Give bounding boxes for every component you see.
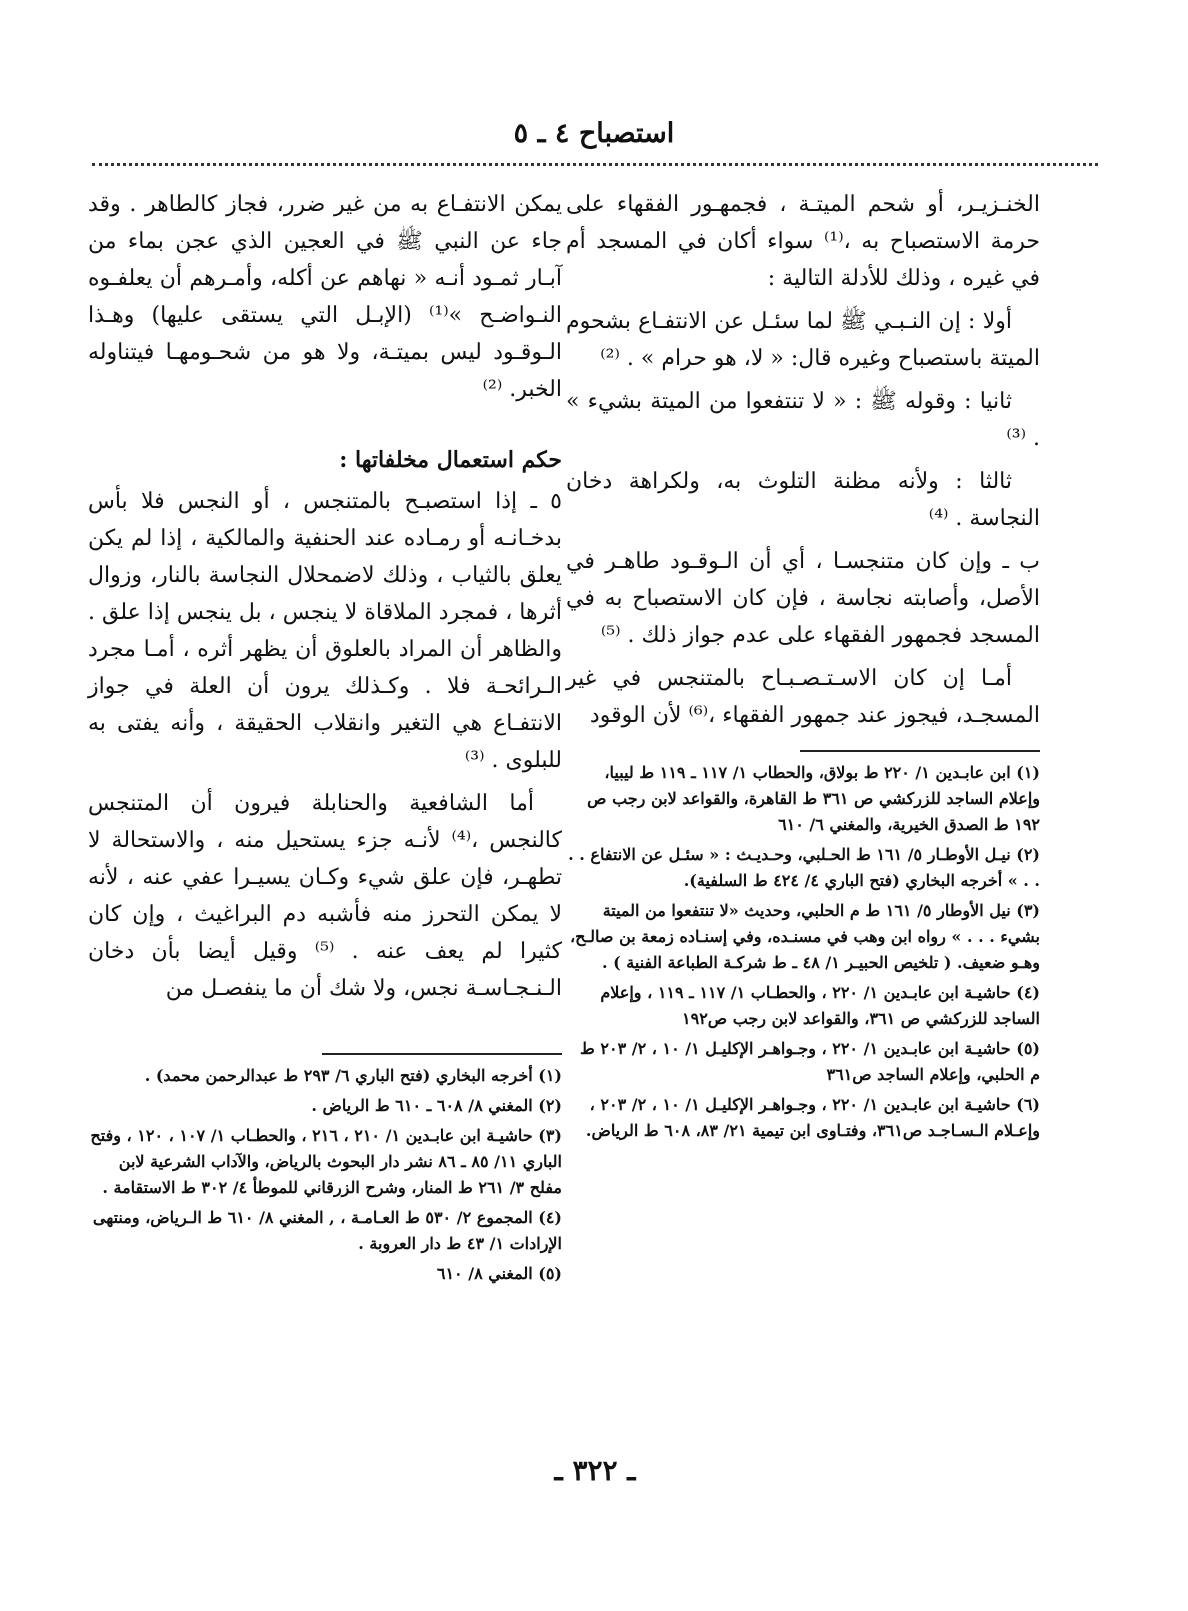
footnote-item: (٤) المجموع ٢/ ٥٣٠ ط العـامـة ، , المغني ٨/ ٦١٠ ط الـرياض، ومنتهى الإرادات ١/ ٤٣ ط دار العروبة . — [92, 1208, 562, 1253]
footnote-item: (١) أخرجه البخاري (فتح الباري ٦/ ٢٩٣ ط عبدالرحمن محمد) . — [144, 1066, 562, 1085]
body-paragraph: أما الشافعية والحنابلة فيرون أن المتنجس كالنجس ،⁽⁴⁾ لأنـه جزء يستحيل منه ، والاستحالة لا تطهـر، فإن علق شيء وكـان يسيـرا عفي عنه ، لأنه لا يمكن التحرز منه فأشبه دم البراغيث ، وإن كان كثيرا لم يعف عنه . ⁽⁵⁾ وقيل أيضا بأن دخان الـنـجـاسـة نجس، ولا شك أن ما ينفصـل من — [88, 791, 563, 1001]
body-paragraph: ثالثا : ولأنه مظنة التلوث به، ولكراهة دخان النجاسة . ⁽⁴⁾ — [566, 469, 1040, 531]
footnote-item: (٣) حاشيـة ابن عابـدين ١/ ٢١٠ ، ٢١٦ ، والحطـاب ١/ ١٠٧ ، ١٢٠ ، وفتح الباري ١١/ ٨٥ ـ ٨٦ نشر دار البحوث بالرياض، والآداب الشرعية لابن مفلح ٣/ ٢٦١ ط المنار، وشرح الزرقاني للموطأ ٤/ ٣٠٢ ط الاستقامة . — [90, 1126, 562, 1197]
page-header-title: استصباح ٤ ـ ٥ — [513, 118, 675, 149]
footnote-item: (٤) حاشيـة ابن عابـدين ١/ ٢٢٠ ، والحطـاب ١/ ١١٧ ـ ١١٩ ، وإعلام الساجد للزركشي ص ٣٦١، والقواعد لابن رجب ص١٩٢ — [600, 983, 1040, 1028]
footnote-list — [88, 1063, 562, 1287]
body-paragraph: أمـا إن كان الاسـتـصـبـاح بالمتنجس في غير المسجـد، فيجوز عند جمهور الفقهاء ،⁽⁶⁾ لأن الوقود — [566, 666, 1040, 728]
page-number: ـ ٣٢٢ ـ — [554, 1454, 636, 1487]
section-heading: حكم استعمال مخلفاتها : — [339, 447, 562, 473]
header-dotted-divider — [92, 163, 1098, 166]
footnote-item: (١) ابن عابـدين ١/ ٢٢٠ ط بولاق، والحطاب ١/ ١١٧ ـ ١١٩ ط ليبيا، وإعلام الساجد للزركشي ص ٣٦١ ط القاهرة، والقواعد لابن رجب ص ١٩٢ ط الصدق الخيرية، والمغني ٦/ ٦١٠ — [587, 763, 1040, 834]
footnote-divider — [322, 1053, 562, 1055]
body-paragraph: ب ـ وإن كان متنجسـا ، أي أن الـوقـود طاهـر في الأصل، وأصابته نجاسة ، فإن كان الاستصباح به في المسجد فجمهور الفقهاء على عدم جواز ذلك . ⁽⁵⁾ — [566, 549, 1040, 648]
body-paragraph: ثانيا : وقوله ﷺ : « لا تنتفعوا من الميتة بشيء » . ⁽³⁾ — [566, 389, 1040, 451]
footnote-item: (٥) حاشيـة ابن عابـدين ١/ ٢٢٠ ، وجـواهـر الإكليـل ١/ ١٠ ، ٢/ ٢٠٣ ط م الحلبي، وإعلام الساجد ص٣٦١ — [580, 1039, 1040, 1084]
body-paragraph: أولا : إن النـبـي ﷺ لما سئـل عن الانتفـاع بشحوم الميتة باستصباح وغيره قال: « لا، هو حرام » . ⁽²⁾ — [566, 309, 1040, 371]
left-column — [88, 186, 562, 1291]
body-paragraph: يمكن الانتفـاع به من غير ضرر، فجاز كالطاهر . وقد جاء عن النبي ﷺ في العجين الذي عجن بماء من آبـار ثمـود أنـه « نهاهم عن أكله، وأمـرهم أن يعلفـوه النـواضـح »⁽¹⁾ (الإبـل التي يستقى عليها) وهـذا الـوقـود ليس بميتـة، ولا هو من شحـومهـا فيتناوله الخبر. ⁽²⁾ — [88, 192, 562, 402]
footnotes-left — [88, 1053, 562, 1287]
footnote-item: (٥) المغني ٨/ ٦١٠ — [436, 1264, 562, 1283]
footnote-item: (٢) المغني ٨/ ٦٠٨ ـ ٦١٠ ط الرياض . — [311, 1096, 562, 1115]
footnote-item: (٢) نيـل الأوطـار ٥/ ١٦١ ط الحـلبي، وحـديـث : « سئـل عن الانتفاع . . . . » أخرجه البخاري (فتح الباري ٤/ ٤٢٤ ط السلفية). — [568, 845, 1040, 890]
footnote-divider — [800, 750, 1040, 752]
footnote-item: (٦) حاشيـة ابن عابـدين ١/ ٢٢٠ ، وجـواهـر الإكليـل ١/ ١٠ ، ٢/ ٢٠٣ ، وإعـلام الـسـاجـد ص٣٦١، وفتـاوى ابن تيمية ٢١/ ٨٣، ٦٠٨ ط الرياض. — [585, 1095, 1040, 1140]
footnote-list — [566, 760, 1040, 1144]
footnotes-right — [566, 750, 1040, 1144]
right-column — [566, 186, 1040, 1148]
body-paragraph: ٥ ـ إذا استصبـح بالمتنجس ، أو النجس فلا بأس بدخـانـه أو رمـاده عند الحنفية والمالكية ، إذا لم يكن يعلق بالثياب ، وذلك لاضمحلال النجاسة بالنار، وزوال أثرها ، فمجرد الملاقاة لا ينجس ، بل ينجس إذا علق . والظاهر أن المراد بالعلوق أن يظهر أثره ، أمـا مجرد الـرائحـة فلا . وكـذلك يرون أن العلة في جواز الانتفـاع هي التغير وانقلاب الحقيقة ، وأنه يفتى به للبلوى . ⁽³⁾ — [88, 489, 562, 773]
body-paragraph: الخنـزيـر، أو شحم الميتـة ، فجمهـور الفقهاء على حرمة الاستصباح به ،⁽¹⁾ سواء أكان في المسجد أم في غيره ، وذلك للأدلة التالية : — [566, 192, 1040, 291]
footnote-item: (٣) نيل الأوطار ٥/ ١٦١ ط م الحلبي، وحديث «لا تنتفعوا من الميتة بشيء . . . » رواه ابن وهب في مسنـده، وفي إسنـاده زمعة بن صالـح، وهـو ضعيف. ( تلخيص الحبيـر ١/ ٤٨ ـ ط شركـة الطباعة الفنية ) . — [569, 901, 1040, 972]
